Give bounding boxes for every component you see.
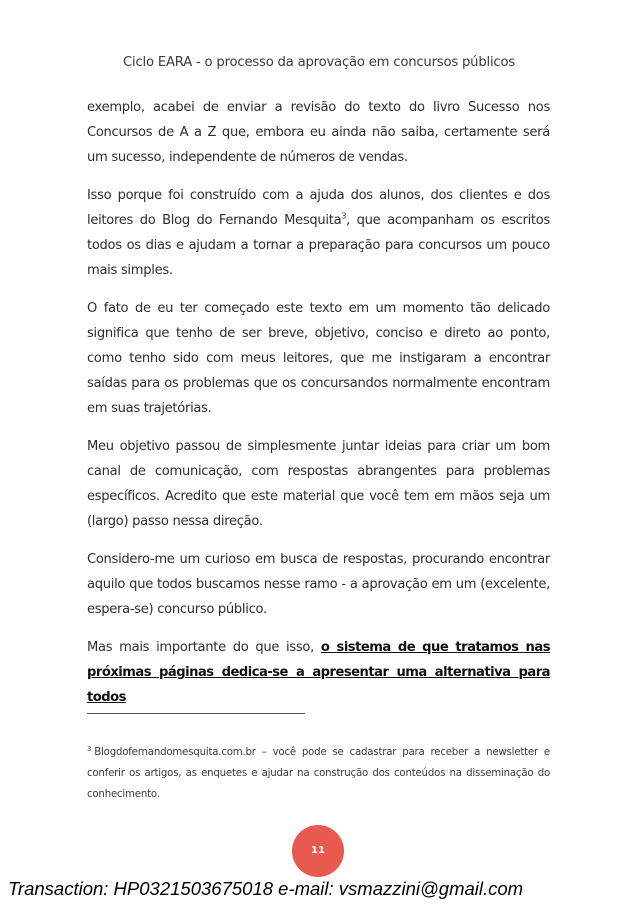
paragraph-5: Considero-me um curioso em busca de respostas, procurando encontrar aquilo que todos buscamos nesse ramo - a aprovação em um (excelente, espera-se) concurso público.: [87, 552, 550, 617]
transaction-watermark: Transaction: HP0321503675018 e-mail: vsmazzini@gmail.com: [8, 878, 524, 899]
body-text: [87, 95, 550, 723]
footnote-divider: [87, 713, 305, 714]
paragraph-1: exemplo, acabei de enviar a revisão do texto do livro Sucesso nos Concursos de A a Z que, embora eu ainda não saiba, certamente será um sucesso, independente de números de vendas.: [87, 100, 550, 165]
paragraph-6: [87, 635, 550, 710]
footnote: [87, 742, 550, 805]
paragraph-2-text-a: Isso porque foi construído com a ajuda dos alunos, dos clientes e dos leitores do Blog do Fernando Mesquita: [87, 188, 550, 228]
paragraph-2-text-b: , que acompanham os escritos todos os dias e ajudam a tornar a preparação para concursos um pouco mais simples.: [87, 213, 550, 278]
paragraph-6-text: Mas mais importante do que isso,: [87, 640, 321, 655]
footnote-marker: 3: [87, 744, 92, 753]
footnote-text: Blogdofernandomesquita.com.br – você pode se cadastrar para receber a newsletter e conferir os artigos, as enquetes e ajudar na construção dos conteúdos na disseminação do conhecimento.: [87, 747, 550, 800]
emphasized-text: o sistema de que tratamos nas próximas páginas dedica-se a apresentar uma alternativa para todos: [87, 640, 550, 705]
paragraph-2: [87, 183, 550, 283]
paragraph-3: O fato de eu ter começado este texto em um momento tão delicado significa que tenho de ser breve, objetivo, conciso e direto ao ponto, como tenho sido com meus leitores, que me instigaram a encontrar saídas para os problemas que os concursandos normalmente encontram em suas trajetórias.: [87, 301, 550, 416]
paragraph-4: Meu objetivo passou de simplesmente juntar ideias para criar um bom canal de comunicação, com respostas abrangentes para problemas específicos. Acredito que este material que você tem em mãos seja um (largo) passo nessa direção.: [87, 439, 550, 529]
footnote-reference[interactable]: 3: [341, 211, 347, 221]
running-header: Ciclo EARA - o processo da aprovação em concursos públicos: [122, 55, 516, 70]
page-number-badge: 11: [292, 825, 344, 877]
